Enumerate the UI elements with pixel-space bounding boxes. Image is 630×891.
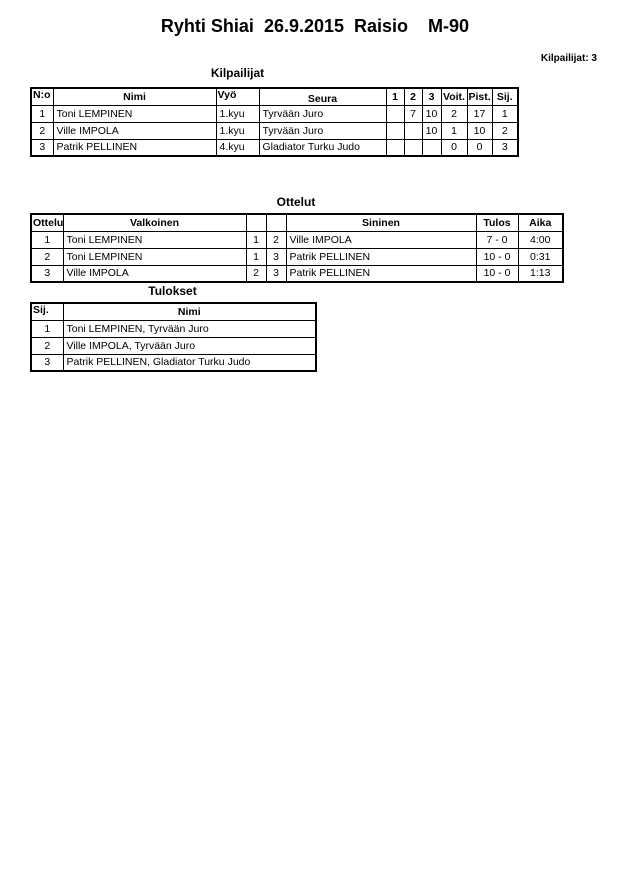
white-name: Toni LEMPINEN [63,248,246,265]
match-result: 10 - 0 [476,248,518,265]
match-number: 1 [31,231,63,248]
blue-name: Patrik PELLINEN [286,265,476,282]
header-name: Nimi [53,88,216,105]
blue-name: Patrik PELLINEN [286,248,476,265]
competitor-number: 3 [31,139,53,156]
header-blue: Sininen [286,214,476,231]
blue-number: 3 [266,265,286,282]
header-opp1: 1 [386,88,404,105]
table-row [31,105,518,122]
table-row [31,231,563,248]
table-row [31,248,563,265]
wins-value: 2 [441,105,467,122]
ottelut-table [30,213,564,283]
header-points: Pist. [467,88,492,105]
white-name: Ville IMPOLA [63,265,246,282]
tulokset-header-row [31,303,316,320]
score-vs-1 [386,122,404,139]
score-vs-1 [386,139,404,156]
header-result: Tulos [476,214,518,231]
competitors-count: Kilpailijat: 3 [540,53,597,64]
blue-number: 2 [266,231,286,248]
blue-name: Ville IMPOLA [286,231,476,248]
score-vs-2: 7 [404,105,422,122]
header-blue-no [266,214,286,231]
white-name: Toni LEMPINEN [63,231,246,248]
tulokset-table [30,302,317,372]
tulokset-heading: Tulokset [148,284,197,298]
kilpailijat-table [30,87,519,157]
score-vs-3 [422,139,441,156]
competitor-belt: 1.kyu [216,105,259,122]
placement-value: 2 [31,337,63,354]
table-row [31,265,563,282]
wins-value: 1 [441,122,467,139]
match-number: 2 [31,248,63,265]
white-number: 2 [246,265,266,282]
match-result: 10 - 0 [476,265,518,282]
placement-value: 2 [492,122,518,139]
points-value: 10 [467,122,492,139]
match-result: 7 - 0 [476,231,518,248]
competitor-number: 1 [31,105,53,122]
header-opp3: 3 [422,88,441,105]
score-vs-1 [386,105,404,122]
points-value: 0 [467,139,492,156]
score-vs-3: 10 [422,105,441,122]
wins-value: 0 [441,139,467,156]
competitor-number: 2 [31,122,53,139]
table-row [31,320,316,337]
white-number: 1 [246,248,266,265]
header-opp2: 2 [404,88,422,105]
result-name: Ville IMPOLA, Tyrvään Juro [63,337,316,354]
placement-value: 3 [492,139,518,156]
match-time: 0:31 [518,248,563,265]
competitor-belt: 4.kyu [216,139,259,156]
competitor-name: Toni LEMPINEN [53,105,216,122]
table-row [31,337,316,354]
match-time: 4:00 [518,231,563,248]
match-number: 3 [31,265,63,282]
table-row [31,139,518,156]
header-placement: Sij. [31,303,63,320]
ottelut-heading: Ottelut [276,195,316,209]
competitor-club: Gladiator Turku Judo [259,139,386,156]
placement-value: 1 [492,105,518,122]
competitor-name: Patrik PELLINEN [53,139,216,156]
kilpailijat-heading: Kilpailijat [210,66,265,80]
placement-value: 3 [31,354,63,371]
match-time: 1:13 [518,265,563,282]
competitor-name: Ville IMPOLA [53,122,216,139]
header-placement: Sij. [492,88,518,105]
header-no: N:o [31,88,53,105]
table-row [31,354,316,371]
score-vs-2 [404,122,422,139]
result-name: Toni LEMPINEN, Tyrvään Juro [63,320,316,337]
score-vs-3: 10 [422,122,441,139]
result-name: Patrik PELLINEN, Gladiator Turku Judo [63,354,316,371]
header-wins: Voit. [441,88,467,105]
header-club: Seura [259,88,386,105]
header-time: Aika [518,214,563,231]
header-match: Ottelu [31,214,63,231]
header-white: Valkoinen [63,214,246,231]
header-belt: Vyö [216,88,259,105]
ottelut-header-row [31,214,563,231]
competitor-belt: 1.kyu [216,122,259,139]
score-vs-2 [404,139,422,156]
kilpailijat-header-row [31,88,518,105]
blue-number: 3 [266,248,286,265]
table-row [31,122,518,139]
header-white-no [246,214,266,231]
competitor-club: Tyrvään Juro [259,105,386,122]
header-name: Nimi [63,303,316,320]
points-value: 17 [467,105,492,122]
competitor-club: Tyrvään Juro [259,122,386,139]
placement-value: 1 [31,320,63,337]
white-number: 1 [246,231,266,248]
page-title: Ryhti Shiai 26.9.2015 Raisio M-90 [160,16,470,36]
